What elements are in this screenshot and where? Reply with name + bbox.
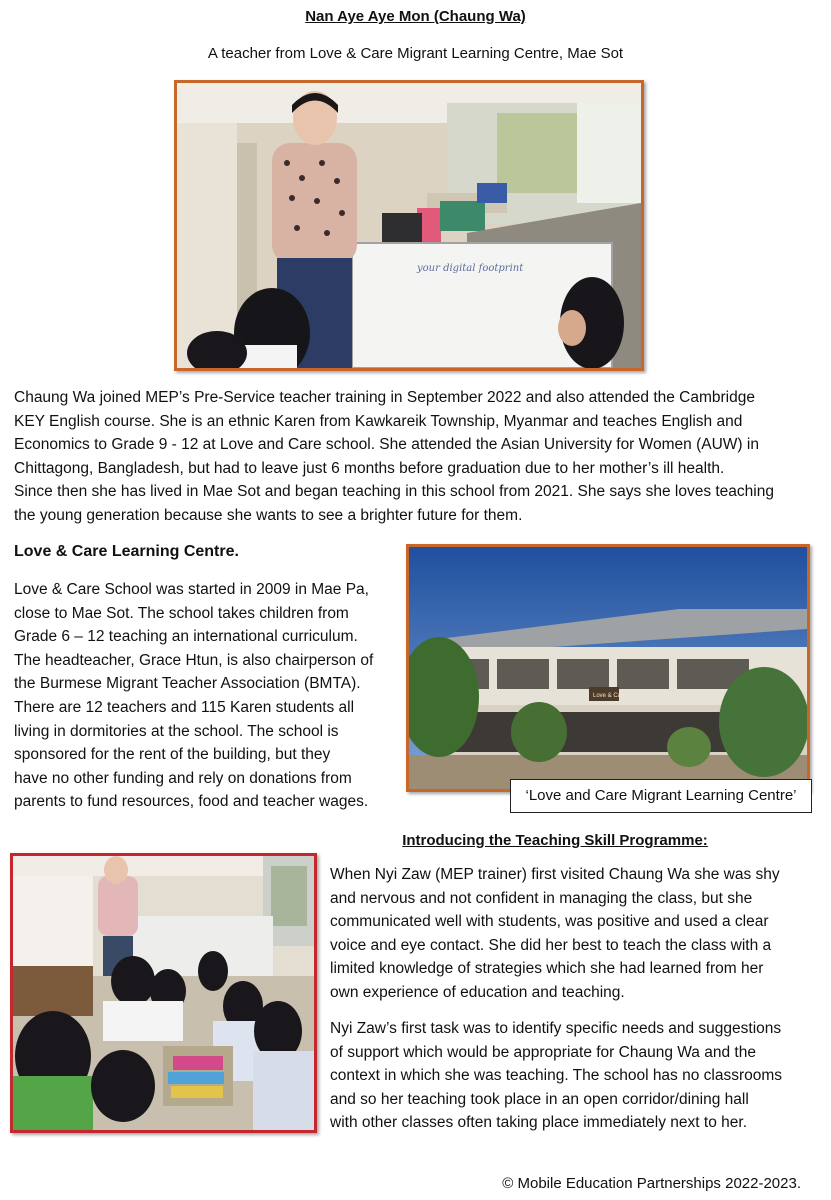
classroom-photo <box>10 853 317 1133</box>
intro-line: Chaung Wa joined MEP’s Pre-Service teacher training in September 2022 and also attended the Cambridge <box>14 389 755 406</box>
classroom-image <box>13 856 314 1130</box>
school-building-photo <box>406 544 810 792</box>
centre-line: sponsored for the rent of the building, but they <box>14 746 331 764</box>
programme-line: with other classes often taking place immediately next to her. <box>330 1114 747 1132</box>
centre-line: living in dormitories at the school. The school is <box>14 722 339 740</box>
intro-line: the young generation because she wants to see a brighter future for them. <box>14 506 523 524</box>
whiteboard-text: your digital footprint <box>417 263 524 274</box>
teacher-photo <box>174 80 644 371</box>
programme-line: communicated well with students, was positive and used a clear <box>330 913 769 931</box>
page-subtitle: A teacher from Love & Care Migrant Learning Centre, Mae Sot <box>207 45 624 62</box>
photo-caption: ‘Love and Care Migrant Learning Centre’ <box>510 779 812 813</box>
intro-line: Since then she has lived in Mae Sot and began teaching in this school from 2021. She says she loves teaching <box>14 483 774 501</box>
intro-line: Chittagong, Bangladesh, but had to leave just 6 months before graduation due to her mother’s ill health. <box>14 459 725 477</box>
centre-line: parents to fund resources, food and teacher wages. <box>14 793 369 811</box>
programme-line: voice and eye contact. She did her best to teach the class with a <box>330 936 772 954</box>
programme-line: of support which would be appropriate for Chaung Wa and the <box>330 1043 756 1061</box>
programme-paragraph-2 <box>330 1017 822 1135</box>
intro-paragraph <box>14 386 819 528</box>
programme-paragraph-1 <box>330 863 822 1005</box>
centre-line: the Burmese Migrant Teacher Association (BMTA). <box>14 675 361 693</box>
school-sign-text: Love & Care <box>593 693 627 699</box>
teacher-photo-image <box>177 83 641 368</box>
programme-line: and nervous and not confident in managing the class, but she <box>330 889 753 907</box>
programme-line: When Nyi Zaw (MEP trainer) first visited Chaung Wa she was shy <box>330 866 780 883</box>
copyright-footer: © Mobile Education Partnerships 2022-2023. <box>502 1175 801 1192</box>
programme-line: Nyi Zaw’s first task was to identify specific needs and suggestions <box>330 1020 782 1037</box>
centre-line: The headteacher, Grace Htun, is also chairperson of <box>14 651 374 669</box>
centre-line: have no other funding and rely on donations from <box>14 769 352 787</box>
programme-line: own experience of education and teaching. <box>330 983 625 1001</box>
centre-paragraph <box>14 578 394 814</box>
centre-line: Love & Care School was started in 2009 in Mae Pa, <box>14 581 369 598</box>
programme-line: and so her teaching took place in an open corridor/dining hall <box>330 1090 749 1108</box>
centre-line: There are 12 teachers and 115 Karen students all <box>14 698 355 716</box>
centre-line: Grade 6 – 12 teaching an international curriculum. <box>14 628 358 646</box>
programme-line: context in which she was teaching. The school has no classrooms <box>330 1067 783 1085</box>
programme-line: limited knowledge of strategies which she had learned from her <box>330 960 764 978</box>
page-title: Nan Aye Aye Mon (Chaung Wa) <box>305 8 526 25</box>
intro-line: KEY English course. She is an ethnic Karen from Kawkareik Township, Myanmar and teaches English and <box>14 412 743 430</box>
centre-line: close to Mae Sot. The school takes children from <box>14 604 349 622</box>
programme-heading: Introducing the Teaching Skill Programme: <box>402 832 708 849</box>
centre-heading: Love & Care Learning Centre. <box>14 543 239 560</box>
intro-line: Economics to Grade 9 - 12 at Love and Care school. She attended the Asian University for Women (AUW) in <box>14 436 759 454</box>
school-building-image <box>409 547 807 789</box>
